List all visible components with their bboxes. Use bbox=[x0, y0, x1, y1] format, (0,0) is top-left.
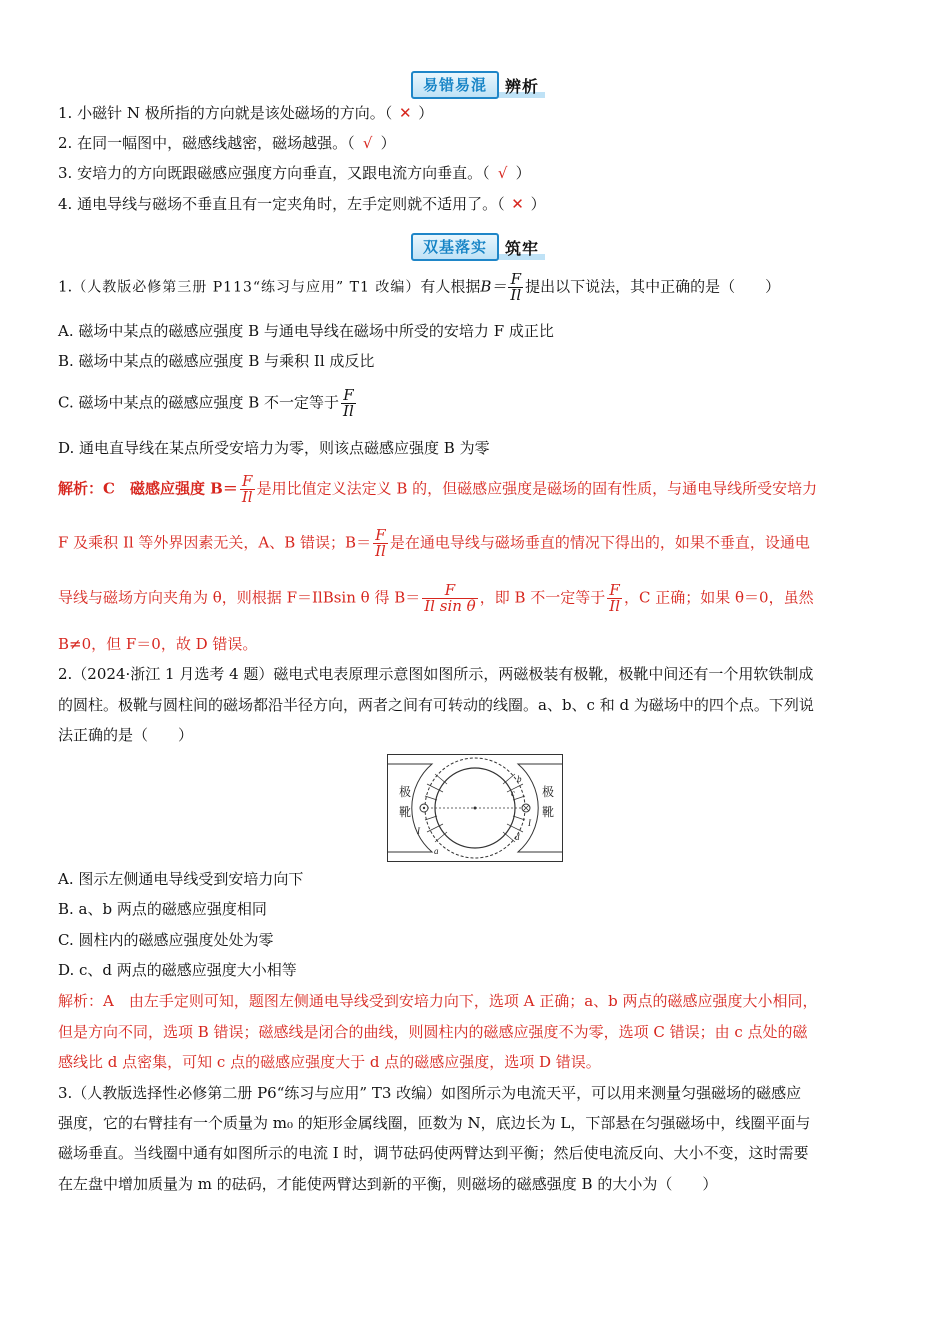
svg-text:靴: 靴 bbox=[399, 805, 412, 819]
question-2-stem: 的圆柱。极靴与圆柱间的磁场都沿半径方向，两者之间有可转动的线圈。a、b、c 和 d 为磁场中的四个点。下列说 bbox=[58, 696, 814, 714]
section-banner-basics bbox=[0, 232, 950, 262]
analysis-1-line: 导线与磁场方向夹角为 θ，则根据 F＝IlBsin θ 得 B＝ $\frac{F}{\text{Il sin θ}}$ ，即 B 不一定等于 $\frac{F}{Il}$ ，C 正确；如果 θ＝0，虽然 bbox=[58, 581, 814, 615]
svg-text:靴: 靴 bbox=[542, 805, 555, 819]
option: D. c、d 两点的磁感应强度大小相等 bbox=[58, 961, 297, 979]
analysis-1-line: B≠0，但 F＝0，故 D 错误。 bbox=[58, 635, 258, 653]
left-pole-label: 极 bbox=[399, 785, 412, 799]
banner-box: 易错易混 bbox=[411, 71, 499, 99]
question-3-stem: 3.（人教版选择性必修第二册 P6“练习与应用” T3 改编）如图所示为电流天平，可以用来测量匀强磁场的磁感应 bbox=[58, 1084, 802, 1102]
question-2-stem: 2.（2024·浙江 1 月选考 4 题）磁电式电表原理示意图如图所示，两磁极装有极靴，极靴中间还有一个用软铁制成 bbox=[58, 665, 814, 683]
analysis-2-line: 感线比 d 点密集，可知 c 点的磁感应强度大于 d 点的磁感应强度，选项 D 错误。 bbox=[58, 1053, 601, 1071]
question-1-stem: 1.（人教版必修第三册 P113“练习与应用” T1 改编）有人根据B＝ $\frac{F}{Il}$ 提出以下说法，其中正确的是（ ） bbox=[58, 270, 781, 304]
analysis-2-line: 解析：A 由左手定则可知，题图左侧通电导线受到安培力向下，选项 A 正确；a、b 两点的磁感应强度大小相同， bbox=[58, 992, 818, 1010]
section-banner-mistakes bbox=[0, 70, 950, 100]
banner-after: 辨析 bbox=[505, 76, 540, 96]
right-pole-label: 极 bbox=[542, 785, 555, 799]
option: C. 圆柱内的磁感应强度处处为零 bbox=[58, 931, 274, 949]
banner-after: 筑牢 bbox=[505, 238, 540, 258]
point-c: c bbox=[511, 788, 515, 798]
check-mark: √ bbox=[362, 134, 373, 152]
judge-item: 1. 小磁针 N 极所指的方向就是该处磁场的方向。（ ✕ ） bbox=[58, 104, 434, 122]
meter-diagram bbox=[387, 754, 563, 862]
option: B. a、b 两点的磁感应强度相同 bbox=[58, 900, 267, 918]
option: D. 通电直导线在某点所受安培力为零，则该点磁感应强度 B 为零 bbox=[58, 439, 490, 457]
question-3-stem: 在左盘中增加质量为 m 的砝码，才能使两臂达到新的平衡，则磁场的磁感强度 B 的大小为（ ） bbox=[58, 1175, 718, 1193]
analysis-2-line: 但是方向不同，选项 B 错误；磁感线是闭合的曲线，则圆柱内的磁感应强度不为零，选项 C 错误；由 c 点处的磁 bbox=[58, 1023, 808, 1041]
judge-item: 2. 在同一幅图中，磁感线越密，磁场越强。（ √ ） bbox=[58, 134, 396, 152]
question-3-stem: 磁场垂直。当线圈中通有如图所示的电流 I 时，调节砝码使两臂达到平衡；然后使电流反向、大小不变，这时需要 bbox=[58, 1144, 809, 1162]
point-a: a bbox=[434, 846, 439, 856]
svg-text:I: I bbox=[528, 818, 531, 828]
cross-mark: ✕ bbox=[511, 195, 524, 213]
option: B. 磁场中某点的磁感应强度 B 与乘积 Il 成反比 bbox=[58, 352, 375, 370]
point-d: d bbox=[515, 832, 520, 842]
analysis-1-line: 解析：C 磁感应强度 B＝ $\frac{F}{Il}$ 是用比值定义法定义 B 的，但磁感应强度是磁场的固有性质，与通电导线所受安培力 bbox=[58, 472, 818, 506]
question-2-stem: 法正确的是（ ） bbox=[58, 726, 194, 744]
check-mark: √ bbox=[497, 164, 508, 182]
option: A. 图示左侧通电导线受到安培力向下 bbox=[58, 870, 304, 888]
fraction: $\frac{F}{Il}$ bbox=[343, 386, 354, 420]
question-3-stem: 强度，它的右臂挂有一个质量为 m₀ 的矩形金属线圈，匝数为 N，底边长为 L，下部悬在匀强磁场中，线圈平面与 bbox=[58, 1114, 811, 1132]
judge-item: 3. 安培力的方向既跟磁感应强度方向垂直，又跟电流方向垂直。（ √ ） bbox=[58, 164, 531, 182]
svg-text:I: I bbox=[417, 826, 420, 836]
option: C. 磁场中某点的磁感应强度 B 不一定等于 $\frac{F}{Il}$ bbox=[58, 386, 354, 420]
option: A. 磁场中某点的磁感应强度 B 与通电导线在磁场中所受的安培力 F 成正比 bbox=[58, 322, 554, 340]
judge-item: 4. 通电导线与磁场不垂直且有一定夹角时，左手定则就不适用了。（ ✕ ） bbox=[58, 195, 546, 213]
point-b: b bbox=[517, 774, 522, 784]
analysis-1-line: F 及乘积 Il 等外界因素无关，A、B 错误；B＝ $\frac{F}{Il}$ 是在通电导线与磁场垂直的情况下得出的，如果不垂直，设通电 bbox=[58, 526, 810, 560]
banner-box: 双基落实 bbox=[411, 233, 499, 261]
cross-mark: ✕ bbox=[398, 104, 412, 122]
fraction: $\frac{F}{Il}$ bbox=[510, 270, 522, 304]
